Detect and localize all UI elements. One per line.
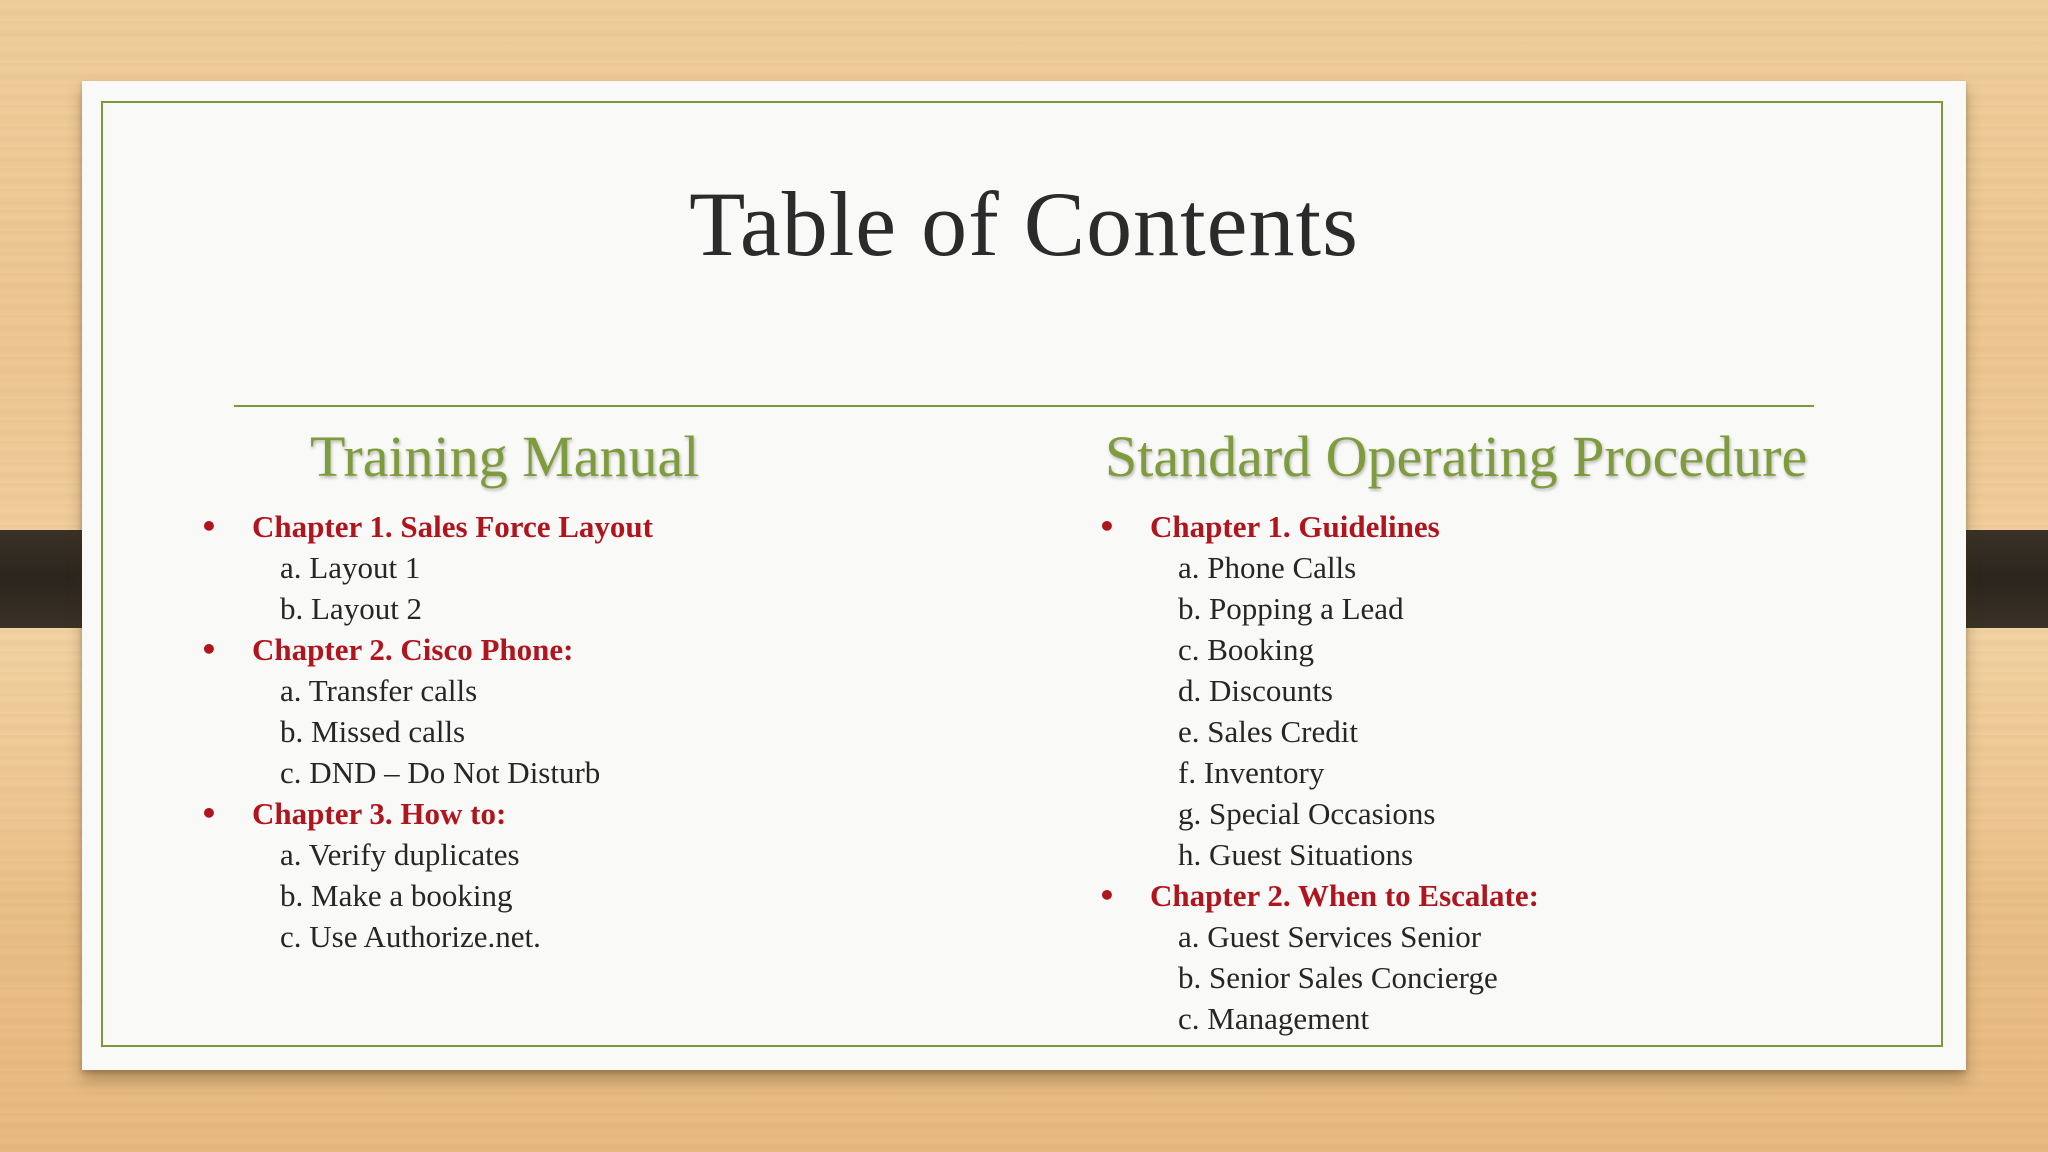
list-item: [1098, 998, 1539, 1039]
bullet-icon: •: [200, 633, 218, 666]
bullet-icon: •: [200, 797, 218, 830]
list-item: [200, 875, 653, 916]
list-item: [1098, 957, 1539, 998]
list-item: [1098, 547, 1539, 588]
chapter-label: Chapter 1. Sales Force Layout: [252, 509, 653, 544]
chapter-heading: [200, 506, 653, 547]
chapter-heading: [200, 629, 653, 670]
chapter-label: Chapter 1. Guidelines: [1150, 509, 1440, 544]
item-label: a. Layout 1: [280, 550, 421, 585]
item-label: b. Senior Sales Concierge: [1178, 960, 1498, 995]
chapter-heading: [200, 793, 653, 834]
list-item: [1098, 834, 1539, 875]
list-item: [1098, 629, 1539, 670]
item-label: b. Make a booking: [280, 878, 513, 913]
chapter-label: Chapter 3. How to:: [252, 796, 507, 831]
item-label: a. Phone Calls: [1178, 550, 1357, 585]
list-item: [200, 711, 653, 752]
list-item: [200, 752, 653, 793]
item-label: a. Transfer calls: [280, 673, 478, 708]
item-label: c. Booking: [1178, 632, 1315, 667]
item-label: c. Use Authorize.net.: [280, 919, 541, 954]
training-manual-heading: Training Manual: [310, 424, 700, 489]
list-item: [1098, 670, 1539, 711]
chapter-heading: [1098, 506, 1539, 547]
list-item: [200, 916, 653, 957]
item-label: b. Missed calls: [280, 714, 466, 749]
item-label: e. Sales Credit: [1178, 714, 1358, 749]
chapter-label: Chapter 2. Cisco Phone:: [252, 632, 574, 667]
list-item: [1098, 916, 1539, 957]
item-label: d. Discounts: [1178, 673, 1333, 708]
item-label: a. Verify duplicates: [280, 837, 520, 872]
slide: [82, 81, 1966, 1070]
item-label: b. Popping a Lead: [1178, 591, 1404, 626]
chapter-label: Chapter 2. When to Escalate:: [1150, 878, 1539, 913]
list-item: [1098, 793, 1539, 834]
item-label: b. Layout 2: [280, 591, 423, 626]
list-item: [1098, 711, 1539, 752]
item-label: g. Special Occasions: [1178, 796, 1436, 831]
bullet-icon: •: [200, 510, 218, 543]
item-label: f. Inventory: [1178, 755, 1325, 790]
list-item: [1098, 752, 1539, 793]
sop-list: [1098, 506, 1539, 1039]
slide-title: Table of Contents: [689, 173, 1359, 275]
chapter-heading: [1098, 875, 1539, 916]
item-label: c. DND – Do Not Disturb: [280, 755, 601, 790]
title-divider: [234, 405, 1814, 407]
list-item: [200, 834, 653, 875]
item-label: a. Guest Services Senior: [1178, 919, 1482, 954]
sop-heading: Standard Operating Procedure: [1105, 424, 1808, 489]
list-item: [1098, 588, 1539, 629]
item-label: c. Management: [1178, 1001, 1370, 1036]
list-item: [200, 547, 653, 588]
training-manual-list: [200, 506, 653, 957]
item-label: h. Guest Situations: [1178, 837, 1414, 872]
bullet-icon: •: [1098, 510, 1116, 543]
bullet-icon: •: [1098, 879, 1116, 912]
list-item: [200, 588, 653, 629]
list-item: [200, 670, 653, 711]
